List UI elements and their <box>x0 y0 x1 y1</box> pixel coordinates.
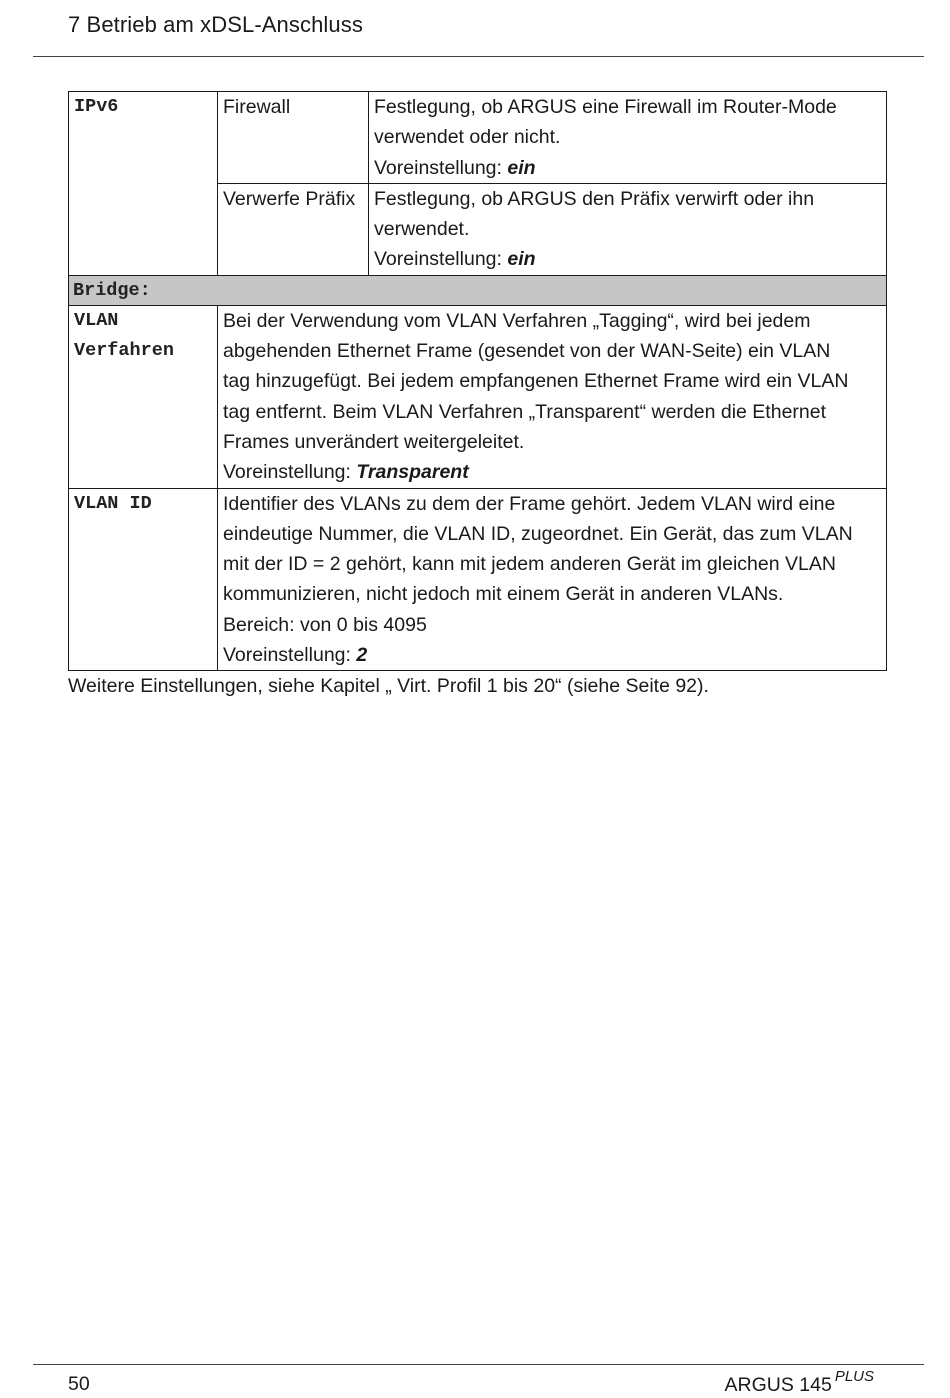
vlan-verfahren-desc-line: tag hinzugefügt. Bei jedem empfangenen Ethernet Frame wird ein VLAN <box>223 370 849 393</box>
firewall-default <box>374 153 882 183</box>
default-label: Voreinstellung: <box>374 156 508 179</box>
footer-divider <box>33 1364 924 1365</box>
firewall-description-cell <box>369 92 887 184</box>
vlan-verfahren-desc-line: Bei der Verwendung vom VLAN Verfahren „Tagging“, wird bei jedem <box>223 309 811 332</box>
vlan-verfahren-label-cell <box>69 305 218 488</box>
table-row-vlan-id <box>69 488 887 671</box>
default-label: Voreinstellung: <box>223 461 357 484</box>
prefix-name: Verwerfe Präfix <box>223 187 356 210</box>
default-label: Voreinstellung: <box>374 248 508 271</box>
product-suffix: PLUS <box>834 1368 874 1385</box>
table-section-bridge <box>69 275 887 305</box>
bridge-section-label: Bridge: <box>73 279 151 301</box>
vlan-verfahren-label-line: VLAN <box>74 309 119 331</box>
default-value: 2 <box>356 644 368 667</box>
vlan-id-desc-line: Identifier des VLANs zu dem der Frame gehört. Jedem VLAN wird eine <box>223 492 836 515</box>
settings-table <box>68 91 887 671</box>
product-name-text: ARGUS 145 <box>724 1374 832 1396</box>
vlan-id-desc-line: Bereich: von 0 bis 4095 <box>223 613 427 636</box>
table-row-ipv6-firewall <box>69 92 887 184</box>
default-value: Transparent <box>356 461 469 484</box>
firewall-name-cell <box>218 92 369 184</box>
vlan-id-default <box>223 640 882 670</box>
header-divider <box>33 56 924 57</box>
footnote-text: Weitere Einstellungen, siehe Kapitel „ Virt. Profil 1 bis 20“ (siehe Seite 92). <box>68 675 709 697</box>
vlan-id-desc-line: eindeutige Nummer, die VLAN ID, zugeordnet. Ein Gerät, das zum VLAN <box>223 522 853 545</box>
vlan-id-label: VLAN ID <box>74 492 152 514</box>
default-value: ein <box>507 156 536 179</box>
firewall-desc-line: Festlegung, ob ARGUS eine Firewall im Router-Mode <box>374 96 837 118</box>
default-value: ein <box>507 248 536 271</box>
vlan-verfahren-desc-line: Frames unverändert weitergeleitet. <box>223 430 525 453</box>
vlan-verfahren-description-cell <box>218 305 887 488</box>
prefix-desc-line: verwendet. <box>374 218 470 241</box>
prefix-description-cell <box>369 183 887 275</box>
default-label: Voreinstellung: <box>223 644 357 667</box>
table-row-vlan-verfahren <box>69 305 887 488</box>
vlan-verfahren-desc-line: abgehenden Ethernet Frame (gesendet von der WAN-Seite) ein VLAN <box>223 340 831 363</box>
prefix-name-cell <box>218 183 369 275</box>
prefix-desc-line: Festlegung, ob ARGUS den Präfix verwirft oder ihn <box>374 187 815 210</box>
bridge-section-cell <box>69 275 887 305</box>
ipv6-label-cell <box>69 92 218 276</box>
vlan-id-label-cell <box>69 488 218 671</box>
vlan-id-desc-line: mit der ID = 2 gehört, kann mit jedem anderen Gerät im gleichen VLAN <box>223 553 836 576</box>
firewall-name: Firewall <box>223 96 291 118</box>
ipv6-label: IPv6 <box>74 96 119 117</box>
page-header-title: 7 Betrieb am xDSL-Anschluss <box>68 12 363 37</box>
product-name <box>724 1368 875 1397</box>
prefix-default <box>374 244 882 274</box>
firewall-desc-line: verwendet oder nicht. <box>374 126 561 149</box>
vlan-verfahren-desc-line: tag entfernt. Beim VLAN Verfahren „Transparent“ werden die Ethernet <box>223 400 827 423</box>
vlan-id-description-cell <box>218 488 887 671</box>
vlan-verfahren-default <box>223 457 882 487</box>
vlan-verfahren-label-line: Verfahren <box>74 340 174 362</box>
vlan-id-desc-line: kommunizieren, nicht jedoch mit einem Gerät in anderen VLANs. <box>223 583 784 606</box>
page-number: 50 <box>68 1373 90 1395</box>
